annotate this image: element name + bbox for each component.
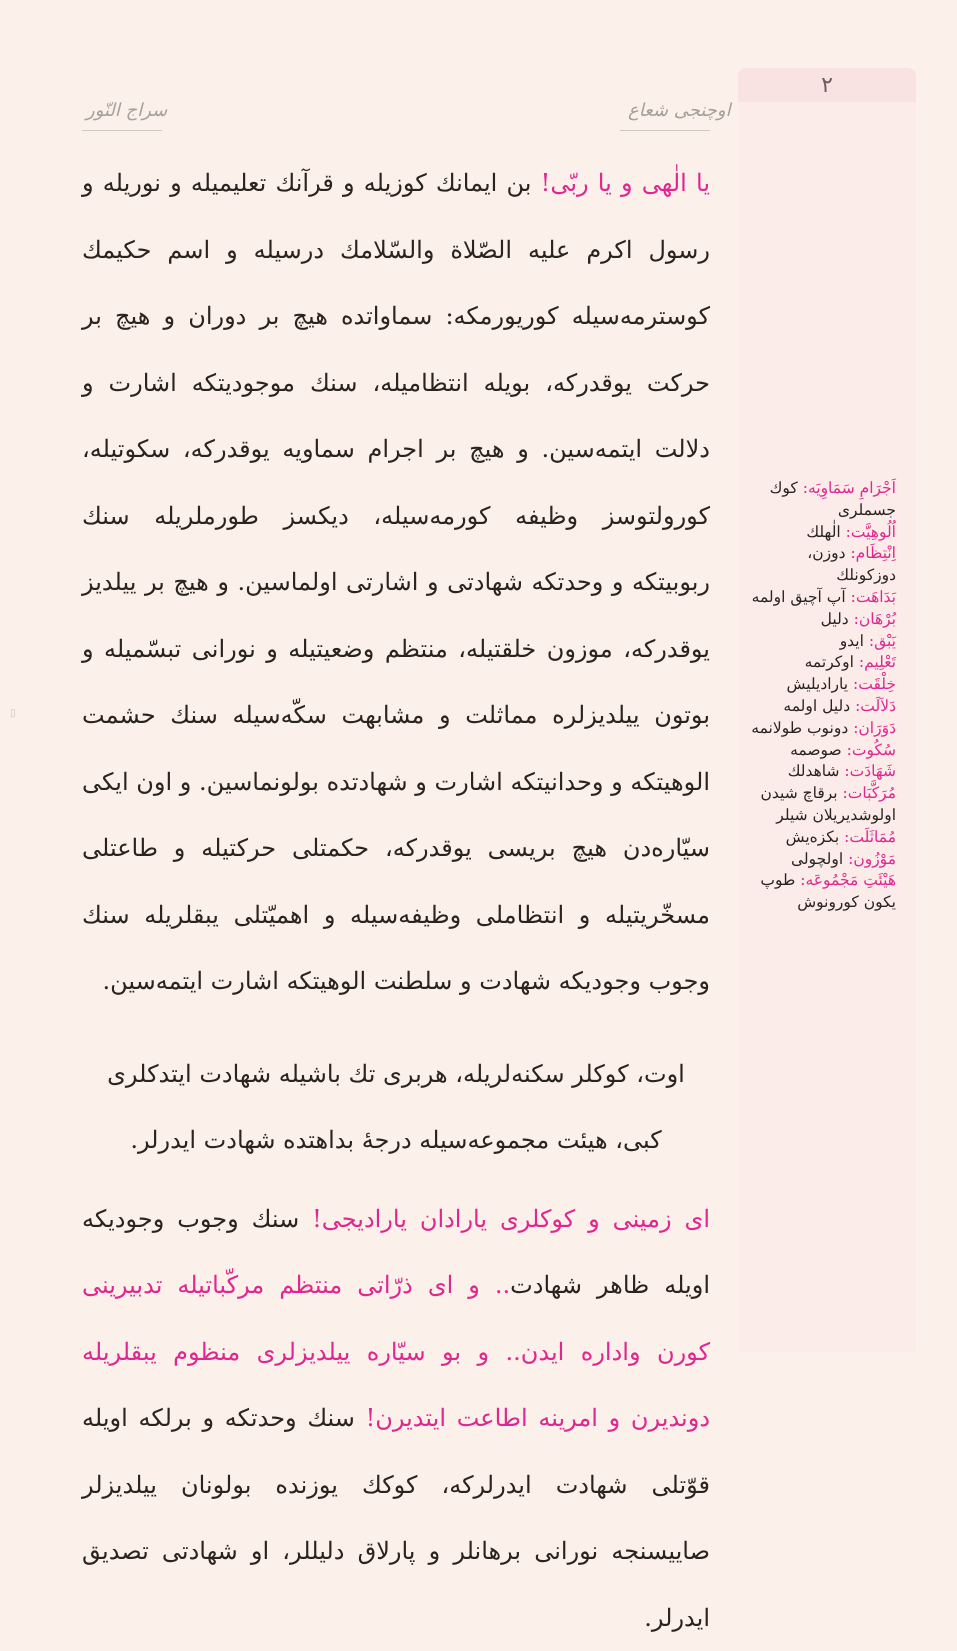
paragraph-3-text-b: سنك وحدتكه و برلكه اویله قوّتلی شهادت ایدرلركه، كوكك یوزنده بولونان ییلدیزلر صاییسنجه نورانی برهانلر و پارلاق دلیللر، او شهادتی تصدیق ایدرلر. <box>82 1404 710 1632</box>
page-number: ۲ <box>738 68 916 102</box>
glossary-entry <box>748 827 896 849</box>
glossary-definition: آپ آچیق اولمه <box>752 588 851 606</box>
chapter-title: اوچنجی شعاع <box>628 100 731 121</box>
glossary-definition: كوك جسملری <box>770 479 896 519</box>
glossary-term: مُمَاثَلَت: <box>844 828 896 846</box>
glossary <box>748 478 896 914</box>
glossary-definition: دونوب طولانمه <box>751 719 853 737</box>
glossary-entry <box>748 761 896 783</box>
glossary-entry <box>748 696 896 718</box>
glossary-definition: صوصمه <box>790 741 847 759</box>
margin-mark: ▯ <box>10 708 18 718</box>
invocation-3: .. و ای ذرّاتی منتظم مركّباتیله تدبیرینی كورن واداره ایدن.. و بو سیّاره ییلدیزلری منظوم یبقلریله دوندیرن و امرینه اطاعت ایتدیرن! <box>82 1271 710 1432</box>
glossary-definition: اوكرتمه <box>805 653 859 671</box>
glossary-term: مُرَكَّبَات: <box>843 784 896 802</box>
paragraph-3 <box>82 1186 710 1651</box>
glossary-definition: دوزن، دوزكونلك <box>807 544 896 584</box>
glossary-entry <box>748 609 896 631</box>
glossary-entry <box>748 652 896 674</box>
glossary-entry <box>748 783 896 827</box>
glossary-definition: شاهدلك <box>788 762 845 780</box>
header-rule-left <box>82 130 162 131</box>
glossary-definition: یارادیلیش <box>786 675 853 693</box>
glossary-term: مَوْزُون: <box>848 850 896 868</box>
glossary-entry <box>748 543 896 587</box>
invocation-1: یا الٰهی و یا ربّی! <box>541 169 710 197</box>
glossary-entry <box>748 870 896 914</box>
glossary-definition: اولچولی <box>791 850 848 868</box>
glossary-entry <box>748 718 896 740</box>
book-title: سراج النّور <box>86 100 167 121</box>
header-rule-right <box>620 130 710 131</box>
glossary-term: شَهَادَت: <box>844 762 896 780</box>
glossary-entry <box>748 631 896 653</box>
glossary-definition: بكزه‌یش <box>786 828 845 846</box>
invocation-2: ای زمینی و كوكلری یارادان یارادیجی! <box>312 1205 710 1233</box>
glossary-term: سُكُوت: <box>847 741 896 759</box>
glossary-term: اَجْرَامِ سَمَاوِيَه: <box>803 479 896 497</box>
glossary-entry <box>748 740 896 762</box>
paragraph-3-text-a: سنك وجوب وجودیكه اویله ظاهر شهادت <box>82 1205 710 1300</box>
glossary-term: يَبْق: <box>869 632 896 650</box>
paragraph-2: اوت، كوكلر سكنه‌لریله، هربری تك باشیله شهادت ایتدكلری كبی، هیئت مجموعه‌سیله درجۀ بداهتده شهادت ایدرلر. <box>82 1041 710 1174</box>
glossary-definition: دلیل <box>821 610 854 628</box>
glossary-definition: ایدو <box>840 632 869 650</box>
glossary-definition: الٰهلك <box>806 523 845 541</box>
glossary-term: تَعْلِيم: <box>859 653 896 671</box>
glossary-term: دَلاَلَت: <box>855 697 896 715</box>
glossary-definition: برقاچ شیدن اولوشدیریلان شیلر <box>761 784 897 824</box>
glossary-term: دَوَرَان: <box>853 719 896 737</box>
glossary-term: بَدَاهَت: <box>851 588 896 606</box>
glossary-entry <box>748 849 896 871</box>
paragraph-1 <box>82 150 710 1015</box>
glossary-entry <box>748 478 896 522</box>
glossary-term: اُلُوهِيَّت: <box>846 523 896 541</box>
glossary-term: خِلْقَت: <box>853 675 896 693</box>
glossary-entry <box>748 587 896 609</box>
glossary-definition: طوپ یكون كورونوش <box>760 871 896 911</box>
paragraph-1-text: بن ایمانك كوزیله و قرآنك تعلیمیله و نوریله و رسول اكرم علیه الصّلاة والسّلامك درسیله و اسم حكیمك كوسترمه‌سیله كوریورمكه: سماواتده هیچ بر دوران و هیچ بر حركت یوقدركه، بویله انتظامیله، سنك موجودیتكه اشارت و دلالت ایتمه‌سین. و هیچ بر اجرام سماویه یوقدركه، سكوتیله، كورولتوسز وظیفه كورمه‌سیله، دیكسز طورملریله سنك ربوبیتكه و وحدتكه شهادتی و اشارتی اولماسین. و هیچ بر ییلدیز یوقدركه، موزون خلقتیله، منتظم وضعیتیله و نورانی تبسّمیله و بوتون ییلدیزلره مماثلت و مشابهت سكّه‌سیله سنك حشمت الوهیتكه و وحدانیتكه اشارت و شهادتده بولونماسین. و اون ایكی سیّاره‌دن هیچ بریسی یوقدركه، حكمتلی حركتیله و طاعتلی مسخّریتیله و انتظاملی وظیفه‌سیله و اهمیّتلی یبقلریله سنك وجوب وجودیكه شهادت و سلطنت الوهیتكه اشارت ایتمه‌سین. <box>82 169 710 995</box>
glossary-entry <box>748 674 896 696</box>
glossary-term: هَيْئَتِ مَجْمُوعَه: <box>800 871 896 889</box>
glossary-term: بُرْهَان: <box>854 610 896 628</box>
glossary-term: اِنْتِظَام: <box>850 544 896 562</box>
glossary-entry <box>748 522 896 544</box>
main-text <box>82 150 710 1651</box>
glossary-definition: دلیل اولمه <box>783 697 855 715</box>
